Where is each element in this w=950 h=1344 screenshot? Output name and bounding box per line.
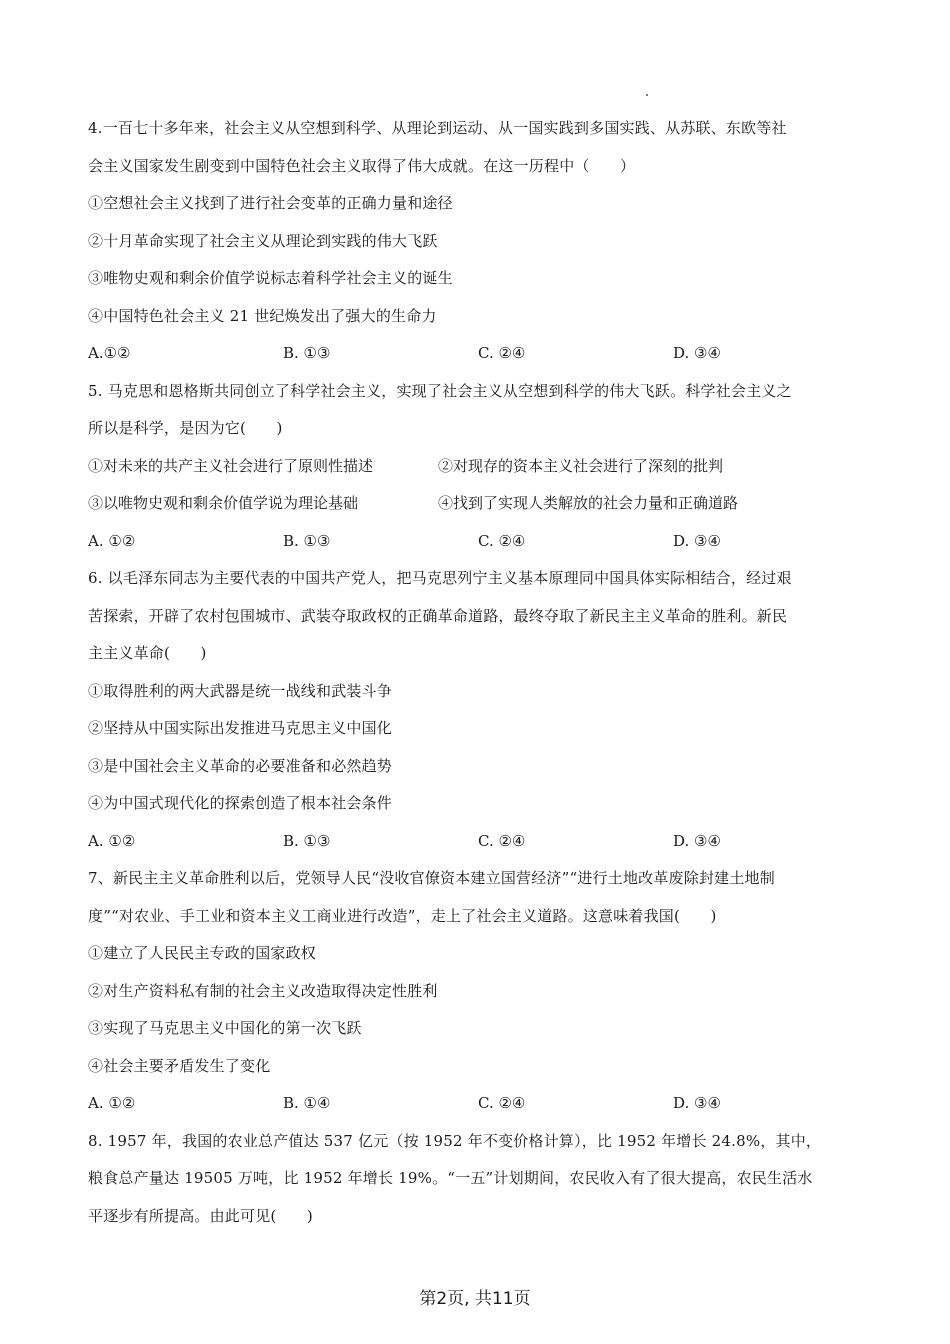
statement-3: ③以唯物史观和剩余价值学说为理论基础 — [88, 494, 359, 512]
statement-line: ①取得胜利的两大武器是统一战线和武装斗争 — [88, 681, 393, 700]
statement-1: ①对未来的共产主义社会进行了原则性描述 — [88, 456, 374, 475]
option-a: A. ①② — [88, 831, 136, 850]
option-a: A.①② — [88, 344, 131, 362]
statement-line: ①空想社会主义找到了进行社会变革的正确力量和途径 — [88, 194, 453, 212]
option-b: B. ①③ — [283, 831, 331, 850]
option-b: B. ①④ — [283, 1094, 331, 1112]
question-stem-line: 7、新民主主义革命胜利以后，党领导人民“没收官僚资本建立国营经济”“进行土地改革废除封建土地制 — [88, 869, 775, 887]
question-stem-line: 平逐步有所提高。由此可见( ) — [88, 1206, 313, 1225]
option-b: B. ①③ — [283, 344, 331, 362]
question-stem-line: 度”“对农业、手工业和资本主义工商业进行改造”，走上了社会主义道路。这意味着我国( ) — [88, 906, 717, 925]
stray-dot — [646, 94, 648, 96]
statement-line: ②坚持从中国实际出发推进马克思主义中国化 — [88, 719, 393, 737]
question-stem-line: 6. 以毛泽东同志为主要代表的中国共产党人，把马克思列宁主义基本原理同中国具体实际相结合，经过艰 — [88, 569, 792, 587]
statement-line: ③是中国社会主义革命的必要准备和必然趋势 — [88, 756, 393, 775]
statement-row — [88, 493, 868, 531]
answer-options — [88, 531, 868, 569]
question-4 — [88, 118, 868, 381]
statement-4: ④找到了实现人类解放的社会力量和正确道路 — [438, 494, 739, 512]
question-7 — [88, 868, 868, 1131]
option-d: D. ③④ — [673, 831, 721, 850]
answer-options — [88, 1093, 868, 1131]
statement-line: ③唯物史观和剩余价值学说标志着科学社会主义的诞生 — [88, 269, 453, 287]
option-c: C. ②④ — [478, 344, 526, 362]
question-stem-line: 8. 1957 年，我国的农业总产值达 537 亿元（按 1952 年不变价格计算），比 1952 年增长 24.8%，其中， — [88, 1131, 822, 1150]
option-c: C. ②④ — [478, 1094, 526, 1112]
question-stem-line: 粮食总产量达 19505 万吨，比 1952 年增长 19%。“一五”计划期间，农民收入有了很大提高，农民生活水 — [88, 1169, 813, 1187]
question-stem-line: 苦探索，开辟了农村包围城市、武装夺取政权的正确革命道路，最终夺取了新民主主义革命的胜利。新民 — [88, 606, 788, 625]
question-stem-line: 5. 马克思和恩格斯共同创立了科学社会主义，实现了社会主义从空想到科学的伟大飞跃。科学社会主义之 — [88, 381, 792, 400]
statement-line: ④为中国式现代化的探索创造了根本社会条件 — [88, 794, 393, 812]
question-stem-line: 主主义革命( ) — [88, 644, 207, 662]
statement-2: ②对现存的资本主义社会进行了深刻的批判 — [438, 456, 724, 475]
statement-row — [88, 456, 868, 494]
statement-line: ④社会主要矛盾发生了变化 — [88, 1056, 271, 1075]
statement-line: ②对生产资料私有制的社会主义改造取得决定性胜利 — [88, 981, 438, 1000]
option-b: B. ①③ — [283, 531, 331, 550]
question-stem-line: 4.一百七十多年来，社会主义从空想到科学、从理论到运动、从一国实践到多国实践、从苏联、东欧等社 — [88, 119, 787, 137]
answer-options — [88, 831, 868, 869]
question-8 — [88, 1131, 868, 1244]
answer-options — [88, 343, 868, 381]
question-5 — [88, 381, 868, 569]
option-c: C. ②④ — [478, 831, 526, 850]
option-d: D. ③④ — [673, 344, 721, 362]
exam-page-content — [88, 118, 868, 1243]
option-a: A. ①② — [88, 1094, 136, 1112]
option-d: D. ③④ — [673, 531, 721, 550]
option-d: D. ③④ — [673, 1094, 721, 1112]
statement-line: ②十月革命实现了社会主义从理论到实践的伟大飞跃 — [88, 231, 438, 250]
option-c: C. ②④ — [478, 531, 526, 550]
question-stem-line: 会主义国家发生剧变到中国特色社会主义取得了伟大成就。在这一历程中（ ） — [88, 156, 636, 175]
question-6 — [88, 568, 868, 868]
option-a: A. ①② — [88, 531, 136, 550]
statement-line: ④中国特色社会主义 21 世纪焕发出了强大的生命力 — [88, 306, 437, 325]
question-stem-line: 所以是科学，是因为它( ) — [88, 419, 283, 437]
statement-line: ①建立了人民民主专政的国家政权 — [88, 944, 317, 962]
statement-line: ③实现了马克思主义中国化的第一次飞跃 — [88, 1019, 362, 1037]
page-number-footer: 第2页, 共11页 — [419, 1289, 531, 1309]
